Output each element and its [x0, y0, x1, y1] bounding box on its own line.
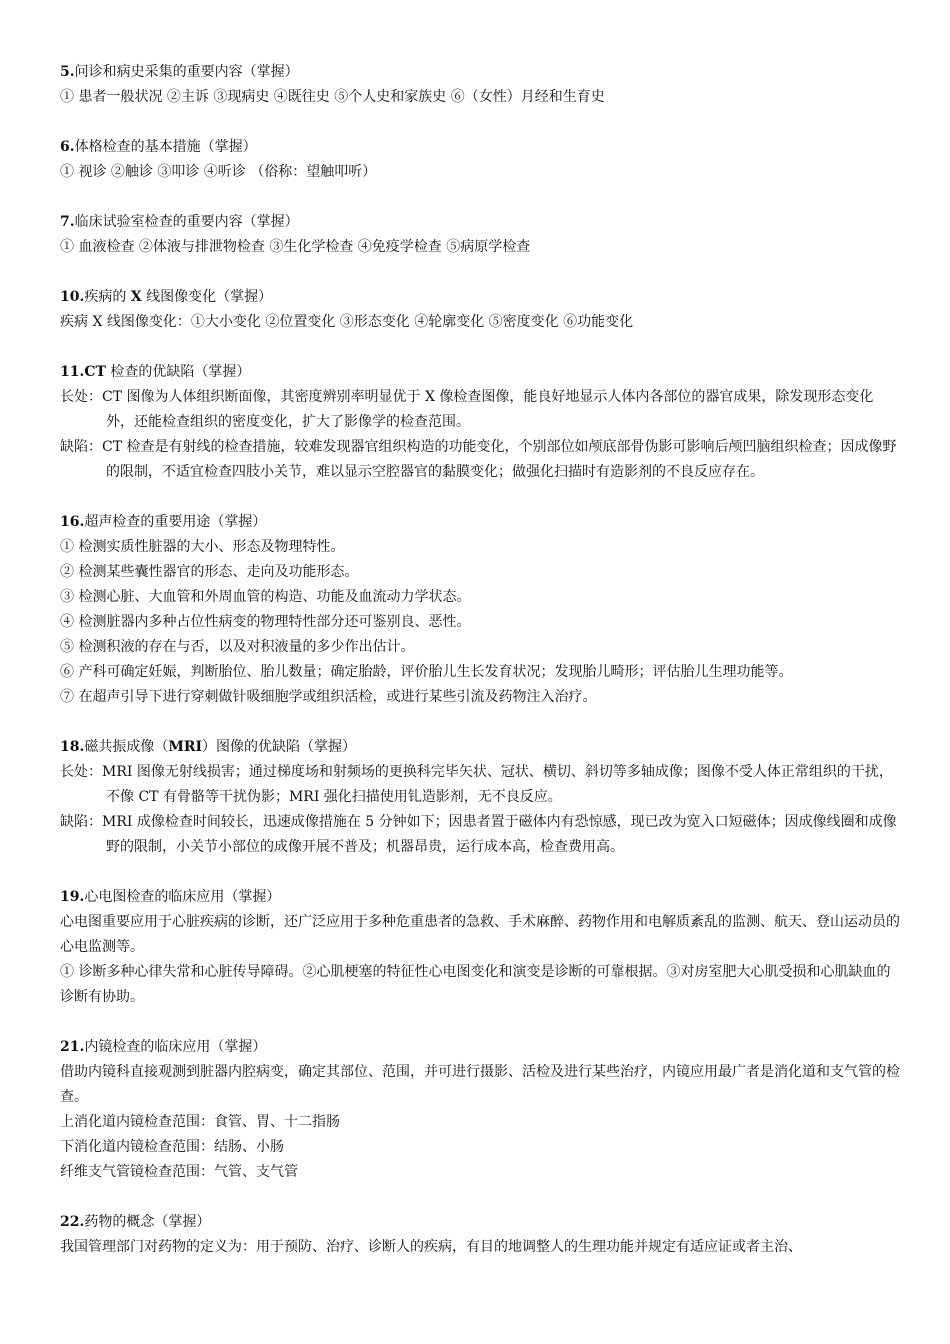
list-item: ⑤ 检测积液的存在与否，以及对积液量的多少作出估计。	[60, 639, 415, 655]
body-paragraph: 心电图重要应用于心脏疾病的诊断，还广泛应用于多种危重患者的急救、手术麻醉、药物作用和电解质紊乱的监测、航天、登山运动员的心电监测等。	[60, 914, 900, 955]
body-line: 上消化道内镜检查范围：食管、胃、十二指肠	[60, 1114, 340, 1130]
section-5	[60, 60, 900, 110]
section-title-suffix: 线图像变化（掌握）	[141, 289, 273, 305]
section-title: 内镜检查的临床应用（掌握）	[84, 1039, 267, 1055]
section-title: 超声检查的重要用途（掌握）	[84, 514, 267, 530]
section-18	[60, 735, 900, 860]
advantage-paragraph: 长处：CT 图像为人体组织断面像，其密度辨别率明显优于 X 像检查图像，能良好地显示人体内各部位的器官成果，除发现形态变化外，还能检查组织的密度变化，扩大了影像学的检查范围。	[60, 389, 874, 430]
list-item: ① 检测实质性脏器的大小、形态及物理特性。	[60, 539, 345, 555]
section-number: 19.	[60, 889, 85, 905]
section-title: 心电图检查的临床应用（掌握）	[84, 889, 281, 905]
section-number: 6.	[60, 139, 75, 155]
section-heading	[60, 1210, 900, 1235]
section-number: 18.	[60, 739, 85, 755]
body-line: 纤维支气管镜检查范围：气管、支气管	[60, 1164, 298, 1180]
section-number: 21.	[60, 1039, 85, 1055]
document-page	[60, 60, 900, 1285]
body-line: 我国管理部门对药物的定义为：用于预防、治疗、诊断人的疾病，有目的地调整人的生理功能并规定有适应证或者主治、	[60, 1239, 802, 1255]
body-paragraph: 借助内镜科直接观测到脏器内腔病变，确定其部位、范围，并可进行摄影、活检及进行某些治疗，内镜应用最广者是消化道和支气管的检查。	[60, 1064, 900, 1105]
section-title-bold: MRI	[168, 739, 203, 755]
body-line: ① 视诊 ②触诊 ③叩诊 ④听诊 （俗称：望触叩听）	[60, 164, 377, 180]
body-line: 下消化道内镜检查范围：结肠、小肠	[60, 1139, 284, 1155]
section-heading	[60, 735, 900, 760]
body-line: ① 血液检查 ②体液与排泄物检查 ③生化学检查 ④免疫学检查 ⑤病原学检查	[60, 239, 531, 255]
section-11	[60, 360, 900, 485]
section-heading	[60, 1035, 900, 1060]
section-number: 10.	[60, 289, 85, 305]
section-heading	[60, 885, 900, 910]
section-number: 16.	[60, 514, 85, 530]
section-title-prefix: 磁共振成像（	[84, 739, 169, 755]
disadvantage-paragraph: 缺陷：CT 检查是有射线的检查措施，较难发现器官组织构造的功能变化，个别部位如颅底部骨伪影可影响后颅凹脑组织检查；因成像野的限制，不适宜检查四肢小关节，难以显示空腔器官的黏膜变化；做强化扫描时有造影剂的不良反应存在。	[60, 439, 897, 480]
section-10	[60, 285, 900, 335]
section-number: 7.	[60, 214, 75, 230]
section-number: 5.	[60, 64, 75, 80]
section-title: 检查的优缺陷（掌握）	[105, 364, 251, 380]
section-title: 临床试验室检查的重要内容（掌握）	[74, 214, 299, 230]
section-19	[60, 885, 900, 1010]
section-7	[60, 210, 900, 260]
disadvantage-paragraph: 缺陷：MRI 成像检查时间较长，迅速成像措施在 5 分钟如下；因患者置于磁体内有恐惊感，现已改为宽入口短磁体；因成像线圈和成像野的限制，小关节小部位的成像开展不普及；机器昂贵，运行成本高，检查费用高。	[60, 814, 897, 855]
section-16	[60, 510, 900, 710]
section-heading	[60, 135, 900, 160]
list-item: ④ 检测脏器内多种占位性病变的物理特性部分还可鉴别良、恶性。	[60, 614, 471, 630]
section-heading	[60, 510, 900, 535]
section-title: 药物的概念（掌握）	[84, 1214, 211, 1230]
list-item: ③ 检测心脏、大血管和外周血管的构造、功能及血流动力学状态。	[60, 589, 471, 605]
body-line: 疾病 X 线图像变化：①大小变化 ②位置变化 ③形态变化 ④轮廓变化 ⑤密度变化 ⑥功能变化	[60, 314, 634, 330]
list-item: ⑦ 在超声引导下进行穿刺做针吸细胞学或组织活检，或进行某些引流及药物注入治疗。	[60, 689, 597, 705]
section-number: 22.	[60, 1214, 85, 1230]
section-title-prefix: 疾病的	[84, 289, 131, 305]
section-heading	[60, 285, 900, 310]
section-number: 11.CT	[60, 364, 106, 380]
section-21	[60, 1035, 900, 1185]
section-title-suffix: ）图像的优缺陷（掌握）	[202, 739, 357, 755]
section-heading	[60, 360, 900, 385]
section-title: 问诊和病史采集的重要内容（掌握）	[74, 64, 299, 80]
section-title: 体格检查的基本措施（掌握）	[74, 139, 257, 155]
section-22	[60, 1210, 900, 1260]
list-item: ⑥ 产科可确定妊娠，判断胎位、胎儿数量；确定胎龄，评价胎儿生长发育状况；发现胎儿畸形；评估胎儿生理功能等。	[60, 664, 793, 680]
section-title-bold: X	[130, 289, 142, 305]
section-heading	[60, 210, 900, 235]
advantage-paragraph: 长处：MRI 图像无射线损害；通过梯度场和射频场的更换科完毕矢状、冠状、横切、斜切等多轴成像；图像不受人体正常组织的干扰，不像 CT 有骨骼等干扰伪影；MRI 强化扫描使用钆造影剂，无不良反应。	[60, 764, 893, 805]
list-item: ② 检测某些囊性器官的形态、走向及功能形态。	[60, 564, 359, 580]
body-line: ① 患者一般状况 ②主诉 ③现病史 ④既往史 ⑤个人史和家族史 ⑥（女性）月经和生育史	[60, 89, 605, 105]
section-heading	[60, 60, 900, 85]
section-6	[60, 135, 900, 185]
body-paragraph: ① 诊断多种心律失常和心脏传导障碍。②心肌梗塞的特征性心电图变化和演变是诊断的可靠根据。③对房室肥大心肌受损和心肌缺血的诊断有协助。	[60, 964, 891, 1005]
